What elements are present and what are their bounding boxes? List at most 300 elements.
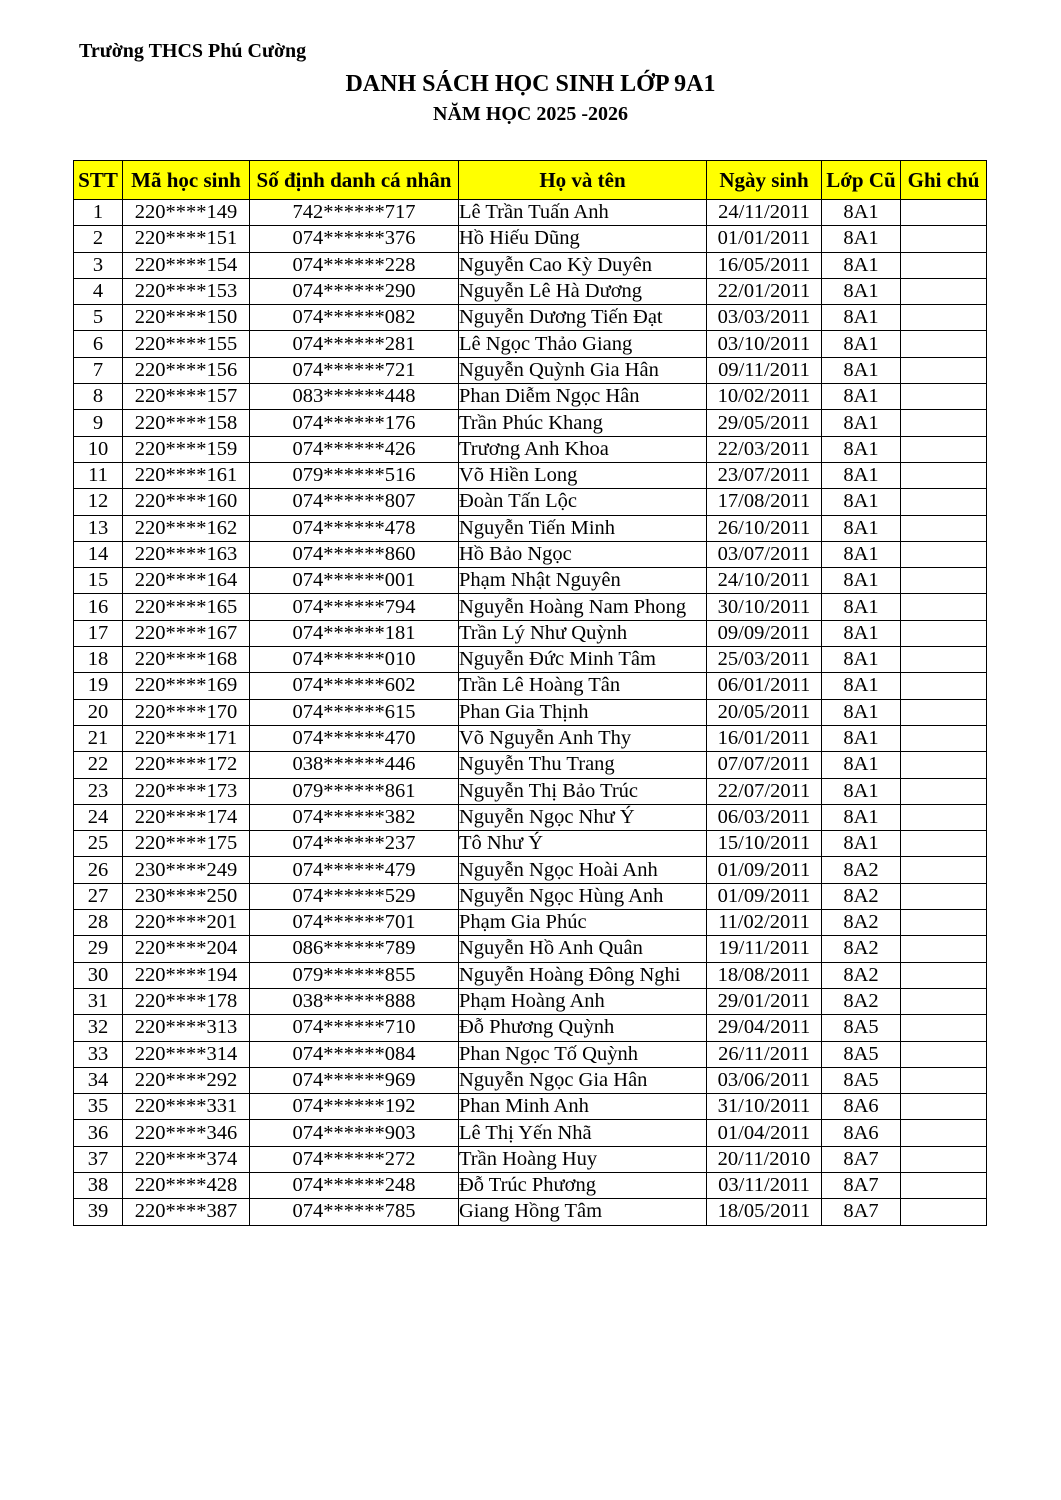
cell-note [901, 910, 987, 936]
cell-note [901, 1146, 987, 1172]
cell-birth-date: 29/05/2011 [707, 410, 822, 436]
cell-student-code: 220****168 [123, 647, 250, 673]
table-row [74, 1172, 987, 1198]
cell-birth-date: 01/01/2011 [707, 226, 822, 252]
cell-old-class: 8A1 [822, 752, 901, 778]
cell-birth-date: 30/10/2011 [707, 594, 822, 620]
cell-old-class: 8A2 [822, 936, 901, 962]
cell-note [901, 1015, 987, 1041]
cell-full-name: Nguyễn Ngọc Như Ý [459, 804, 707, 830]
cell-old-class: 8A1 [822, 278, 901, 304]
cell-full-name: Phan Gia Thịnh [459, 699, 707, 725]
cell-full-name: Lê Thị Yến Nhã [459, 1120, 707, 1146]
cell-note [901, 883, 987, 909]
cell-birth-date: 11/02/2011 [707, 910, 822, 936]
school-name: Trường THCS Phú Cường [79, 40, 307, 62]
cell-birth-date: 29/04/2011 [707, 1015, 822, 1041]
cell-personal-id: 074******470 [250, 725, 459, 751]
cell-student-code: 220****173 [123, 778, 250, 804]
cell-note [901, 410, 987, 436]
cell-full-name: Nguyễn Hoàng Nam Phong [459, 594, 707, 620]
cell-personal-id: 074******602 [250, 673, 459, 699]
cell-stt: 16 [74, 594, 123, 620]
table-row [74, 883, 987, 909]
cell-stt: 8 [74, 384, 123, 410]
cell-note [901, 647, 987, 673]
cell-birth-date: 29/01/2011 [707, 988, 822, 1014]
cell-old-class: 8A5 [822, 1041, 901, 1067]
cell-note [901, 1094, 987, 1120]
cell-stt: 6 [74, 331, 123, 357]
cell-note [901, 1172, 987, 1198]
cell-stt: 28 [74, 910, 123, 936]
cell-full-name: Nguyễn Ngọc Hùng Anh [459, 883, 707, 909]
cell-old-class: 8A1 [822, 489, 901, 515]
cell-full-name: Tô Như Ý [459, 831, 707, 857]
col-header-full-name: Họ và tên [459, 161, 707, 200]
cell-old-class: 8A1 [822, 410, 901, 436]
cell-student-code: 220****154 [123, 252, 250, 278]
cell-stt: 31 [74, 988, 123, 1014]
cell-stt: 34 [74, 1067, 123, 1093]
cell-personal-id: 074******376 [250, 226, 459, 252]
cell-old-class: 8A1 [822, 252, 901, 278]
cell-stt: 14 [74, 541, 123, 567]
table-row [74, 462, 987, 488]
cell-student-code: 220****314 [123, 1041, 250, 1067]
cell-note [901, 620, 987, 646]
cell-personal-id: 074******272 [250, 1146, 459, 1172]
table-row [74, 384, 987, 410]
cell-student-code: 220****167 [123, 620, 250, 646]
cell-personal-id: 074******701 [250, 910, 459, 936]
cell-personal-id: 074******807 [250, 489, 459, 515]
cell-birth-date: 16/01/2011 [707, 725, 822, 751]
cell-personal-id: 079******516 [250, 462, 459, 488]
cell-student-code: 220****156 [123, 357, 250, 383]
cell-birth-date: 03/07/2011 [707, 541, 822, 567]
cell-stt: 25 [74, 831, 123, 857]
cell-stt: 2 [74, 226, 123, 252]
cell-full-name: Trần Lê Hoàng Tân [459, 673, 707, 699]
table-row [74, 436, 987, 462]
cell-personal-id: 074******290 [250, 278, 459, 304]
cell-personal-id: 074******181 [250, 620, 459, 646]
cell-stt: 22 [74, 752, 123, 778]
cell-stt: 29 [74, 936, 123, 962]
cell-student-code: 220****157 [123, 384, 250, 410]
table-row [74, 988, 987, 1014]
cell-note [901, 778, 987, 804]
cell-personal-id: 079******861 [250, 778, 459, 804]
cell-student-code: 220****164 [123, 568, 250, 594]
cell-stt: 39 [74, 1199, 123, 1225]
table-row [74, 910, 987, 936]
cell-personal-id: 074******426 [250, 436, 459, 462]
col-header-stt: STT [74, 161, 123, 200]
cell-note [901, 725, 987, 751]
cell-full-name: Đỗ Trúc Phương [459, 1172, 707, 1198]
cell-note [901, 568, 987, 594]
table-row [74, 673, 987, 699]
cell-student-code: 220****172 [123, 752, 250, 778]
cell-note [901, 988, 987, 1014]
col-header-note: Ghi chú [901, 161, 987, 200]
cell-birth-date: 17/08/2011 [707, 489, 822, 515]
cell-personal-id: 074******794 [250, 594, 459, 620]
cell-old-class: 8A1 [822, 305, 901, 331]
cell-birth-date: 07/07/2011 [707, 752, 822, 778]
table-row [74, 541, 987, 567]
school-year: NĂM HỌC 2025 -2026 [433, 103, 628, 125]
cell-note [901, 305, 987, 331]
cell-stt: 15 [74, 568, 123, 594]
cell-birth-date: 22/03/2011 [707, 436, 822, 462]
student-table [73, 160, 987, 1226]
cell-old-class: 8A7 [822, 1172, 901, 1198]
cell-personal-id: 074******192 [250, 1094, 459, 1120]
col-header-old-class: Lớp Cũ [822, 161, 901, 200]
table-row [74, 936, 987, 962]
cell-student-code: 220****346 [123, 1120, 250, 1146]
cell-personal-id: 038******446 [250, 752, 459, 778]
cell-birth-date: 01/09/2011 [707, 857, 822, 883]
cell-stt: 10 [74, 436, 123, 462]
table-row [74, 305, 987, 331]
cell-birth-date: 23/07/2011 [707, 462, 822, 488]
table-row [74, 252, 987, 278]
cell-old-class: 8A1 [822, 384, 901, 410]
cell-note [901, 673, 987, 699]
cell-stt: 36 [74, 1120, 123, 1146]
cell-note [901, 252, 987, 278]
cell-old-class: 8A1 [822, 673, 901, 699]
cell-personal-id: 074******248 [250, 1172, 459, 1198]
cell-note [901, 594, 987, 620]
cell-birth-date: 19/11/2011 [707, 936, 822, 962]
cell-full-name: Phạm Hoàng Anh [459, 988, 707, 1014]
cell-personal-id: 074******382 [250, 804, 459, 830]
table-row [74, 515, 987, 541]
cell-full-name: Trần Hoàng Huy [459, 1146, 707, 1172]
cell-birth-date: 03/06/2011 [707, 1067, 822, 1093]
table-row [74, 831, 987, 857]
cell-full-name: Nguyễn Thị Bảo Trúc [459, 778, 707, 804]
table-row [74, 200, 987, 226]
cell-student-code: 220****149 [123, 200, 250, 226]
cell-student-code: 220****171 [123, 725, 250, 751]
table-row [74, 278, 987, 304]
cell-full-name: Nguyễn Lê Hà Dương [459, 278, 707, 304]
cell-birth-date: 15/10/2011 [707, 831, 822, 857]
cell-stt: 9 [74, 410, 123, 436]
cell-old-class: 8A1 [822, 620, 901, 646]
cell-personal-id: 074******710 [250, 1015, 459, 1041]
table-row [74, 1120, 987, 1146]
cell-old-class: 8A5 [822, 1067, 901, 1093]
cell-full-name: Hồ Bảo Ngọc [459, 541, 707, 567]
table-row [74, 804, 987, 830]
cell-student-code: 220****163 [123, 541, 250, 567]
cell-student-code: 220****162 [123, 515, 250, 541]
cell-note [901, 752, 987, 778]
cell-old-class: 8A2 [822, 857, 901, 883]
cell-stt: 23 [74, 778, 123, 804]
cell-student-code: 220****151 [123, 226, 250, 252]
cell-note [901, 200, 987, 226]
cell-stt: 27 [74, 883, 123, 909]
cell-student-code: 220****159 [123, 436, 250, 462]
cell-personal-id: 074******903 [250, 1120, 459, 1146]
cell-full-name: Nguyễn Hoàng Đông Nghi [459, 962, 707, 988]
table-row [74, 752, 987, 778]
cell-stt: 24 [74, 804, 123, 830]
cell-birth-date: 10/02/2011 [707, 384, 822, 410]
cell-old-class: 8A1 [822, 594, 901, 620]
cell-stt: 5 [74, 305, 123, 331]
cell-note [901, 831, 987, 857]
cell-personal-id: 074******478 [250, 515, 459, 541]
cell-note [901, 357, 987, 383]
cell-stt: 30 [74, 962, 123, 988]
cell-old-class: 8A2 [822, 910, 901, 936]
cell-birth-date: 01/04/2011 [707, 1120, 822, 1146]
cell-full-name: Đoàn Tấn Lộc [459, 489, 707, 515]
cell-student-code: 230****249 [123, 857, 250, 883]
cell-stt: 37 [74, 1146, 123, 1172]
cell-full-name: Phan Minh Anh [459, 1094, 707, 1120]
cell-birth-date: 24/11/2011 [707, 200, 822, 226]
table-row [74, 1146, 987, 1172]
cell-student-code: 220****313 [123, 1015, 250, 1041]
cell-full-name: Trần Lý Như Quỳnh [459, 620, 707, 646]
cell-note [901, 436, 987, 462]
cell-old-class: 8A1 [822, 226, 901, 252]
cell-note [901, 1067, 987, 1093]
cell-stt: 21 [74, 725, 123, 751]
cell-full-name: Phan Ngọc Tố Quỳnh [459, 1041, 707, 1067]
cell-old-class: 8A1 [822, 831, 901, 857]
cell-stt: 11 [74, 462, 123, 488]
cell-stt: 3 [74, 252, 123, 278]
cell-student-code: 220****174 [123, 804, 250, 830]
cell-personal-id: 074******237 [250, 831, 459, 857]
table-row [74, 594, 987, 620]
cell-student-code: 220****178 [123, 988, 250, 1014]
cell-full-name: Phạm Gia Phúc [459, 910, 707, 936]
cell-birth-date: 06/03/2011 [707, 804, 822, 830]
table-row [74, 620, 987, 646]
cell-old-class: 8A1 [822, 515, 901, 541]
cell-full-name: Nguyễn Cao Kỳ Duyên [459, 252, 707, 278]
cell-full-name: Nguyễn Dương Tiến Đạt [459, 305, 707, 331]
cell-personal-id: 038******888 [250, 988, 459, 1014]
cell-full-name: Phan Diễm Ngọc Hân [459, 384, 707, 410]
cell-student-code: 220****160 [123, 489, 250, 515]
cell-stt: 19 [74, 673, 123, 699]
cell-full-name: Nguyễn Thu Trang [459, 752, 707, 778]
cell-stt: 33 [74, 1041, 123, 1067]
cell-stt: 12 [74, 489, 123, 515]
cell-old-class: 8A5 [822, 1015, 901, 1041]
table-row [74, 226, 987, 252]
cell-personal-id: 074******176 [250, 410, 459, 436]
table-row [74, 962, 987, 988]
cell-old-class: 8A1 [822, 462, 901, 488]
cell-old-class: 8A2 [822, 962, 901, 988]
cell-personal-id: 742******717 [250, 200, 459, 226]
cell-birth-date: 25/03/2011 [707, 647, 822, 673]
cell-student-code: 220****165 [123, 594, 250, 620]
cell-full-name: Trần Phúc Khang [459, 410, 707, 436]
cell-full-name: Đỗ Phương Quỳnh [459, 1015, 707, 1041]
cell-birth-date: 06/01/2011 [707, 673, 822, 699]
table-row [74, 1015, 987, 1041]
cell-stt: 17 [74, 620, 123, 646]
cell-note [901, 962, 987, 988]
cell-old-class: 8A7 [822, 1146, 901, 1172]
table-row [74, 857, 987, 883]
cell-personal-id: 074******785 [250, 1199, 459, 1225]
cell-personal-id: 074******860 [250, 541, 459, 567]
table-row [74, 489, 987, 515]
cell-birth-date: 18/08/2011 [707, 962, 822, 988]
cell-full-name: Giang Hồng Tâm [459, 1199, 707, 1225]
cell-old-class: 8A1 [822, 200, 901, 226]
cell-personal-id: 074******721 [250, 357, 459, 383]
cell-student-code: 220****155 [123, 331, 250, 357]
table-row [74, 725, 987, 751]
cell-note [901, 541, 987, 567]
cell-stt: 13 [74, 515, 123, 541]
cell-old-class: 8A1 [822, 568, 901, 594]
cell-old-class: 8A1 [822, 436, 901, 462]
cell-personal-id: 074******969 [250, 1067, 459, 1093]
cell-birth-date: 03/03/2011 [707, 305, 822, 331]
cell-full-name: Nguyễn Ngọc Hoài Anh [459, 857, 707, 883]
cell-personal-id: 079******855 [250, 962, 459, 988]
cell-stt: 20 [74, 699, 123, 725]
cell-birth-date: 20/05/2011 [707, 699, 822, 725]
cell-stt: 18 [74, 647, 123, 673]
cell-birth-date: 31/10/2011 [707, 1094, 822, 1120]
cell-full-name: Trương Anh Khoa [459, 436, 707, 462]
table-row [74, 1041, 987, 1067]
cell-student-code: 220****292 [123, 1067, 250, 1093]
cell-student-code: 220****161 [123, 462, 250, 488]
cell-full-name: Nguyễn Quỳnh Gia Hân [459, 357, 707, 383]
cell-full-name: Nguyễn Hồ Anh Quân [459, 936, 707, 962]
cell-stt: 7 [74, 357, 123, 383]
cell-old-class: 8A7 [822, 1199, 901, 1225]
cell-birth-date: 18/05/2011 [707, 1199, 822, 1225]
cell-personal-id: 074******001 [250, 568, 459, 594]
cell-full-name: Phạm Nhật Nguyên [459, 568, 707, 594]
cell-full-name: Nguyễn Ngọc Gia Hân [459, 1067, 707, 1093]
cell-personal-id: 074******228 [250, 252, 459, 278]
table-row [74, 410, 987, 436]
cell-birth-date: 09/11/2011 [707, 357, 822, 383]
cell-student-code: 220****428 [123, 1172, 250, 1198]
cell-student-code: 220****331 [123, 1094, 250, 1120]
cell-birth-date: 03/11/2011 [707, 1172, 822, 1198]
cell-note [901, 489, 987, 515]
cell-student-code: 230****250 [123, 883, 250, 909]
cell-full-name: Hồ Hiếu Dũng [459, 226, 707, 252]
cell-note [901, 857, 987, 883]
col-header-student-code: Mã học sinh [123, 161, 250, 200]
table-row [74, 647, 987, 673]
cell-personal-id: 074******281 [250, 331, 459, 357]
cell-old-class: 8A1 [822, 699, 901, 725]
cell-personal-id: 074******615 [250, 699, 459, 725]
cell-note [901, 804, 987, 830]
table-row [74, 778, 987, 804]
cell-personal-id: 074******529 [250, 883, 459, 909]
table-row [74, 1094, 987, 1120]
cell-personal-id: 074******084 [250, 1041, 459, 1067]
table-row [74, 568, 987, 594]
cell-note [901, 1120, 987, 1146]
cell-student-code: 220****169 [123, 673, 250, 699]
table-row [74, 357, 987, 383]
cell-personal-id: 074******082 [250, 305, 459, 331]
col-header-personal-id: Số định danh cá nhân [250, 161, 459, 200]
table-header-row [74, 161, 987, 200]
table-row [74, 1199, 987, 1225]
cell-old-class: 8A1 [822, 541, 901, 567]
cell-student-code: 220****150 [123, 305, 250, 331]
cell-student-code: 220****170 [123, 699, 250, 725]
table-row [74, 331, 987, 357]
table-row [74, 1067, 987, 1093]
cell-note [901, 331, 987, 357]
cell-personal-id: 074******479 [250, 857, 459, 883]
cell-birth-date: 20/11/2010 [707, 1146, 822, 1172]
cell-birth-date: 01/09/2011 [707, 883, 822, 909]
cell-stt: 35 [74, 1094, 123, 1120]
cell-stt: 4 [74, 278, 123, 304]
cell-birth-date: 26/10/2011 [707, 515, 822, 541]
cell-note [901, 936, 987, 962]
cell-birth-date: 26/11/2011 [707, 1041, 822, 1067]
cell-old-class: 8A1 [822, 331, 901, 357]
cell-full-name: Lê Ngọc Thảo Giang [459, 331, 707, 357]
cell-personal-id: 086******789 [250, 936, 459, 962]
cell-note [901, 699, 987, 725]
cell-note [901, 1199, 987, 1225]
cell-student-code: 220****374 [123, 1146, 250, 1172]
table-row [74, 699, 987, 725]
cell-stt: 1 [74, 200, 123, 226]
cell-birth-date: 03/10/2011 [707, 331, 822, 357]
cell-old-class: 8A1 [822, 804, 901, 830]
cell-student-code: 220****201 [123, 910, 250, 936]
cell-personal-id: 074******010 [250, 647, 459, 673]
cell-full-name: Lê Trần Tuấn Anh [459, 200, 707, 226]
cell-old-class: 8A2 [822, 883, 901, 909]
cell-note [901, 515, 987, 541]
cell-note [901, 462, 987, 488]
cell-note [901, 226, 987, 252]
cell-student-code: 220****153 [123, 278, 250, 304]
col-header-birth-date: Ngày sinh [707, 161, 822, 200]
cell-stt: 32 [74, 1015, 123, 1041]
cell-student-code: 220****158 [123, 410, 250, 436]
cell-birth-date: 24/10/2011 [707, 568, 822, 594]
cell-old-class: 8A1 [822, 357, 901, 383]
cell-student-code: 220****387 [123, 1199, 250, 1225]
